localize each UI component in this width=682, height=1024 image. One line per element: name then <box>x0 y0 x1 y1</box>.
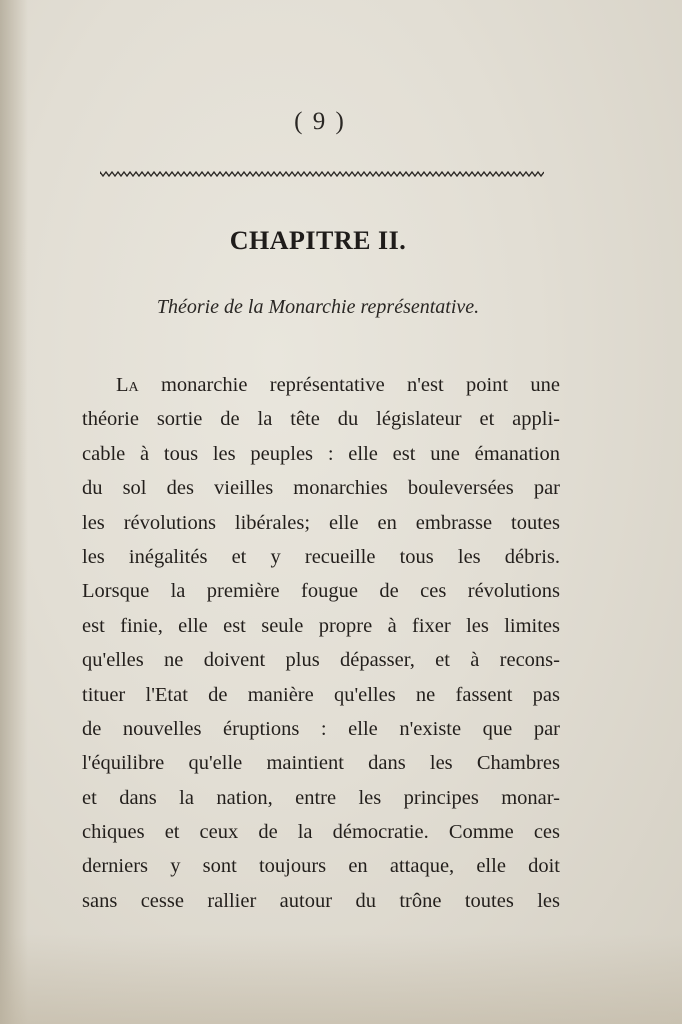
drop-word: La <box>116 374 139 396</box>
body-paragraph <box>82 368 560 918</box>
text-line: chiques et ceux de la démocratie. Comme ces <box>82 821 560 844</box>
chapter-subtitle: Théorie de la Monarchie représentative. <box>156 296 480 318</box>
text-line: les inégalités et y recueille tous les débris. <box>82 545 560 568</box>
bottom-shadow <box>0 934 682 1024</box>
text-line <box>82 368 560 402</box>
text-line: tituer l'Etat de manière qu'elles ne fassent pas <box>82 683 560 706</box>
text-line: et dans la nation, entre les principes monar- <box>82 786 560 809</box>
chapter-title: CHAPITRE II. <box>229 226 407 255</box>
text-line: du sol des vieilles monarchies bouleversées par <box>82 477 560 500</box>
text-line: théorie sortie de la tête du législateur et appli- <box>82 408 560 431</box>
text-line-content: monarchie représentative n'est point une <box>160 374 560 396</box>
text-line: de nouvelles éruptions : elle n'existe que par <box>82 717 560 740</box>
page-number: ( 9 ) <box>294 108 346 135</box>
text-line: est finie, elle est seule propre à fixer les limites <box>82 614 560 637</box>
text-line: les révolutions libérales; elle en embrasse toutes <box>82 511 560 534</box>
text-line: Lorsque la première fougue de ces révolutions <box>82 580 560 603</box>
text-line: sans cesse rallier autour du trône toutes les <box>82 889 560 912</box>
text-line: l'équilibre qu'elle maintient dans les Chambres <box>82 752 560 775</box>
spine-shadow <box>0 0 28 1024</box>
text-line: derniers y sont toujours en attaque, elle doit <box>82 855 560 878</box>
text-line: cable à tous les peuples : elle est une émanation <box>82 442 560 465</box>
decorative-rule <box>100 168 544 180</box>
text-line: qu'elles ne doivent plus dépasser, et à recons- <box>82 649 560 672</box>
